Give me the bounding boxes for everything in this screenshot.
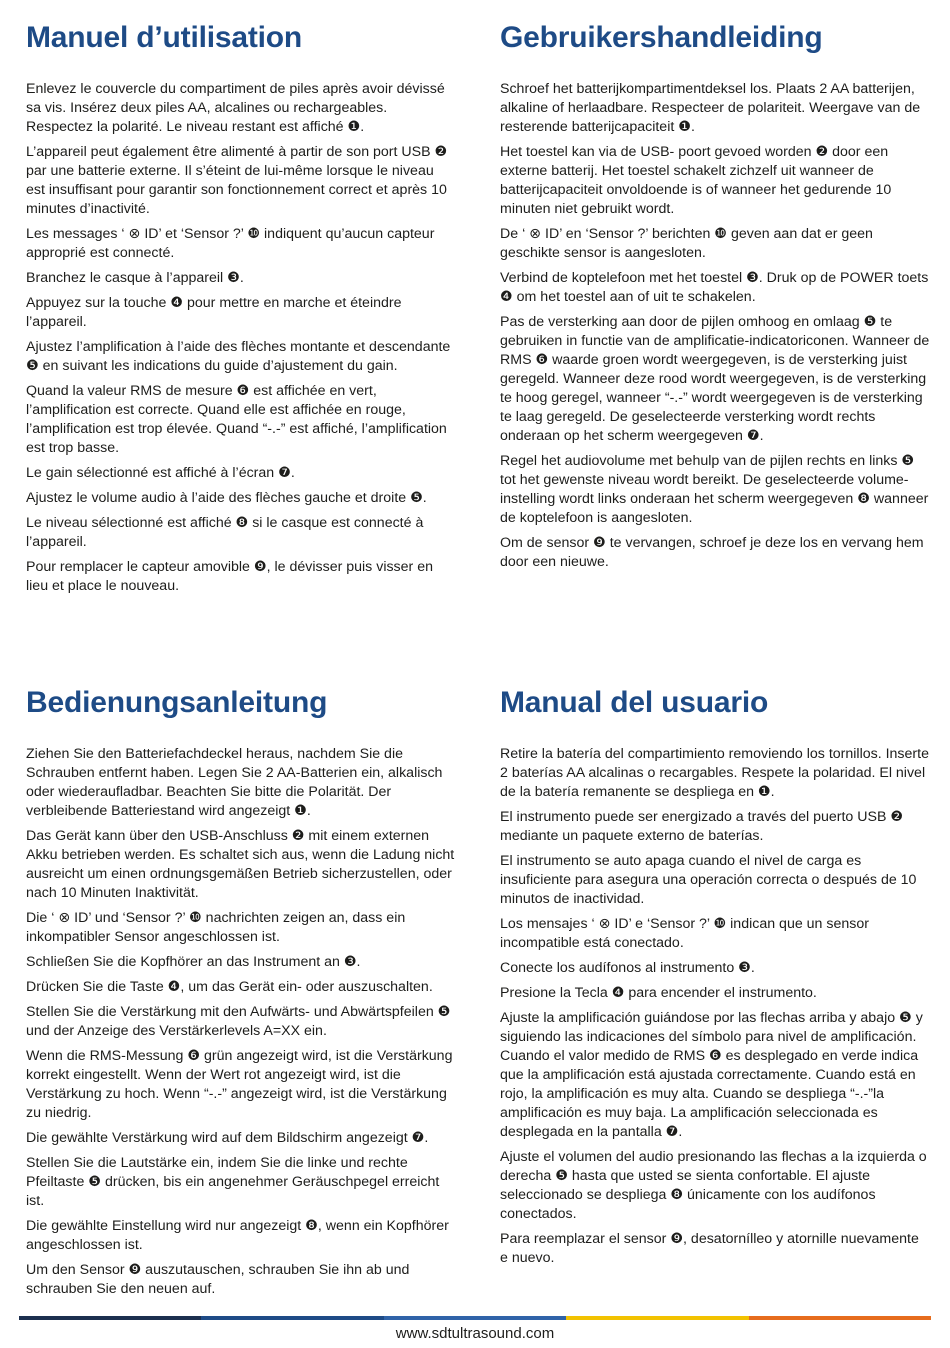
- paragraph: Ziehen Sie den Batteriefachdeckel heraus, nachdem Sie die Schrauben entfernt haben. Legen Sie 2 AA-Batterien ein, alkalisch oder wiederaufladbar. Beachten Sie bitte die Polarität. Der verbleibende Batteriestand wird angezeigt ❶.: [26, 746, 443, 819]
- paragraph: L’appareil peut également être alimenté à partir de son port USB ❷ par une batterie externe. Il s’éteint de lui-même lorsque le niveau est insuffisant pour garantir son fonctionnement correct et après 10 minutes d’inactivité.: [26, 144, 448, 217]
- paragraph: Schroef het batterijkompartimentdeksel los. Plaats 2 AA batterijen, alkaline of herlaadbare. Respecteer de polariteit. Weergave van de resterende batterijcapaciteit ❶.: [500, 81, 921, 135]
- paragraph: Retire la batería del compartimiento removiendo los tornillos. Inserte 2 baterías AA alcalinas o recargables. Respete la polaridad. El nivel de la batería remanente se despliega en ❶.: [500, 746, 929, 800]
- paragraph: Branchez le casque à l’appareil ❸.: [26, 270, 244, 286]
- paragraph: Die gewählte Einstellung wird nur angezeigt ❽, wenn ein Kopfhörer angeschlossen ist.: [26, 1218, 449, 1253]
- paragraph: Om de sensor ❾ te vervangen, schroef je deze los en vervang hem door een nieuwe.: [500, 535, 924, 570]
- footer-website-link[interactable]: www.sdtultrasound.com: [395, 1325, 555, 1342]
- paragraph: Um den Sensor ❾ auszutauschen, schrauben Sie ihn ab und schrauben Sie den neuen auf.: [26, 1262, 410, 1297]
- paragraph: Die ‘ ⊗ ID’ und ‘Sensor ?’ ❿ nachrichten zeigen an, dass ein inkompatibler Sensor angeschlossen ist.: [26, 910, 406, 945]
- paragraph: Schließen Sie die Kopfhörer an das Instrument an ❸.: [26, 954, 361, 970]
- section-spanish: [500, 684, 930, 1274]
- paragraph: Enlevez le couvercle du compartiment de piles après avoir dévissé sa vis. Insérez deux piles AA, alcalines ou rechargeables. Respectez la polarité. Le niveau restant est affiché ❶.: [26, 81, 445, 135]
- section-body: [26, 80, 456, 596]
- paragraph: Ajuste la amplificación guiándose por las flechas arriba y abajo ❺ y siguiendo las indicaciones del símbolo para nivel de amplificación. Cuando el valor medido de RMS ❻ es desplegado en verde indica que la amplificación está ajustada correctamente. Cuando está en rojo, la amplificación es muy alta. Cuando se despliega “-.-”la amplificación es muy baja. La amplificación seleccionada es desplegada en la pantalla ❼.: [500, 1010, 923, 1140]
- paragraph: El instrumento puede ser energizado a través del puerto USB ❷ mediante un paquete externo de baterías.: [500, 809, 904, 844]
- paragraph: Les messages ‘ ⊗ ID’ et ‘Sensor ?’ ❿ indiquent qu’aucun capteur approprié est connecté.: [26, 226, 435, 261]
- section-german: [26, 684, 456, 1305]
- paragraph: Pour remplacer le capteur amovible ❾, le dévisser puis visser en lieu et place le nouveau.: [26, 559, 433, 594]
- paragraph: El instrumento se auto apaga cuando el nivel de carga es insuficiente para asegura una operación correcta o después de 10 minutos de inactividad.: [500, 853, 917, 907]
- paragraph: Stellen Sie die Lautstärke ein, indem Sie die linke und rechte Pfeiltaste ❺ drücken, bis ein angenehmer Geräuschpegel erreicht ist.: [26, 1155, 440, 1209]
- paragraph: Das Gerät kann über den USB-Anschluss ❷ mit einem externen Akku betrieben werden. Es schaltet sich aus, wenn die Ladung nicht ausreicht um einen ordnungsgemäßen Betrieb sicherzustellen, oder nach 10 Minuten Inaktivität.: [26, 828, 455, 901]
- paragraph: Regel het audiovolume met behulp van de pijlen rechts en links ❺ tot het gewenste niveau wordt bereikt. De geselecteerde volume-instelling wordt links onderaan het scherm weergegeven ❽ wanneer de koptelefoon is aangesloten.: [500, 453, 929, 526]
- paragraph: Le gain sélectionné est affiché à l’écran ❼.: [26, 465, 295, 481]
- section-title: Manual del usuario: [500, 686, 769, 719]
- section-title: Gebruikershandleiding: [500, 21, 823, 54]
- paragraph: Le niveau sélectionné est affiché ❽ si le casque est connecté à l’appareil.: [26, 515, 424, 550]
- section-body: [26, 745, 456, 1299]
- paragraph: Het toestel kan via de USB- poort gevoed worden ❷ door een externe batterij. Het toestel schakelt zichzelf uit wanneer de batterijcapaciteit onvoldoende is of wanneer het gedurende 10 minuten niet gebruikt wordt.: [500, 144, 892, 217]
- paragraph: De ‘ ⊗ ID’ en ‘Sensor ?’ berichten ❿ geven aan dat er geen geschikte sensor is aangesloten.: [500, 226, 873, 261]
- paragraph: Stellen Sie die Verstärkung mit den Aufwärts- und Abwärtspfeilen ❺ und der Anzeige des Verstärkerlevels A=XX ein.: [26, 1004, 451, 1039]
- paragraph: Ajuste el volumen del audio presionando las flechas a la izquierda o derecha ❺ hasta que usted se sienta confortable. El ajuste seleccionado se despliega ❽ únicamente con los audífonos conectados.: [500, 1149, 927, 1222]
- paragraph: Ajustez le volume audio à l’aide des flèches gauche et droite ❺.: [26, 490, 427, 506]
- footer-bar-segment: [384, 1316, 566, 1320]
- paragraph: Conecte los audífonos al instrumento ❸.: [500, 960, 755, 976]
- paragraph: Die gewählte Verstärkung wird auf dem Bildschirm angezeigt ❼.: [26, 1130, 429, 1146]
- section-body: [500, 745, 930, 1268]
- paragraph: Verbind de koptelefoon met het toestel ❸. Druk op de POWER toets ❹ om het toestel aan of uit te schakelen.: [500, 270, 929, 305]
- paragraph: Presione la Tecla ❹ para encender el instrumento.: [500, 985, 817, 1001]
- section-title: Bedienungsanleitung: [26, 686, 328, 719]
- footer-bar-segment: [749, 1316, 931, 1320]
- section-french: [26, 19, 456, 602]
- section-body: [500, 80, 930, 572]
- paragraph: Los mensajes ‘ ⊗ ID’ e ‘Sensor ?’ ❿ indican que un sensor incompatible está conectado.: [500, 916, 869, 951]
- paragraph: Drücken Sie die Taste ❹, um das Gerät ein- oder auszuschalten.: [26, 979, 433, 995]
- footer-bar-segment: [566, 1316, 748, 1320]
- footer-color-bar: [19, 1316, 931, 1320]
- footer-bar-segment: [19, 1316, 201, 1320]
- paragraph: Appuyez sur la touche ❹ pour mettre en marche et éteindre l’appareil.: [26, 295, 402, 330]
- paragraph: Wenn die RMS-Messung ❻ grün angezeigt wird, ist die Verstärkung korrekt eingestellt. Wenn der Wert rot angezeigt wird, ist die Verstärkung zu hoch. Wenn “-.-” angezeigt wird, ist die Verstärkung zu niedrig.: [26, 1048, 453, 1121]
- footer-bar-segment: [201, 1316, 383, 1320]
- section-dutch: [500, 19, 930, 578]
- paragraph: Para reemplazar el sensor ❾, desatornílleo y atornille nuevamente e nuevo.: [500, 1231, 919, 1266]
- paragraph: Quand la valeur RMS de mesure ❻ est affichée en vert, l’amplification est correcte. Quand elle est affichée en rouge, l’amplification est trop élevée. Quand “-.-” est affiché, l’amplification est trop basse.: [26, 383, 447, 456]
- paragraph: Ajustez l’amplification à l’aide des flèches montante et descendante ❺ en suivant les indications du guide d’ajustement du gain.: [26, 339, 451, 374]
- section-title: Manuel d’utilisation: [26, 21, 303, 54]
- paragraph: Pas de versterking aan door de pijlen omhoog en omlaag ❺ te gebruiken in functie van de amplificatie-indicatoriconen. Wanneer de RMS ❻ waarde groen wordt weergegeven, is de versterking juist geregeld. Wanneer deze rood wordt weergegeven, is de versterking te hoog geregel, wanneer “-.-” wordt weergegeven is de versterking te laag geregeld. De geselecteerde versterking wordt rechts onderaan op het scherm weergegeven ❼.: [500, 314, 930, 444]
